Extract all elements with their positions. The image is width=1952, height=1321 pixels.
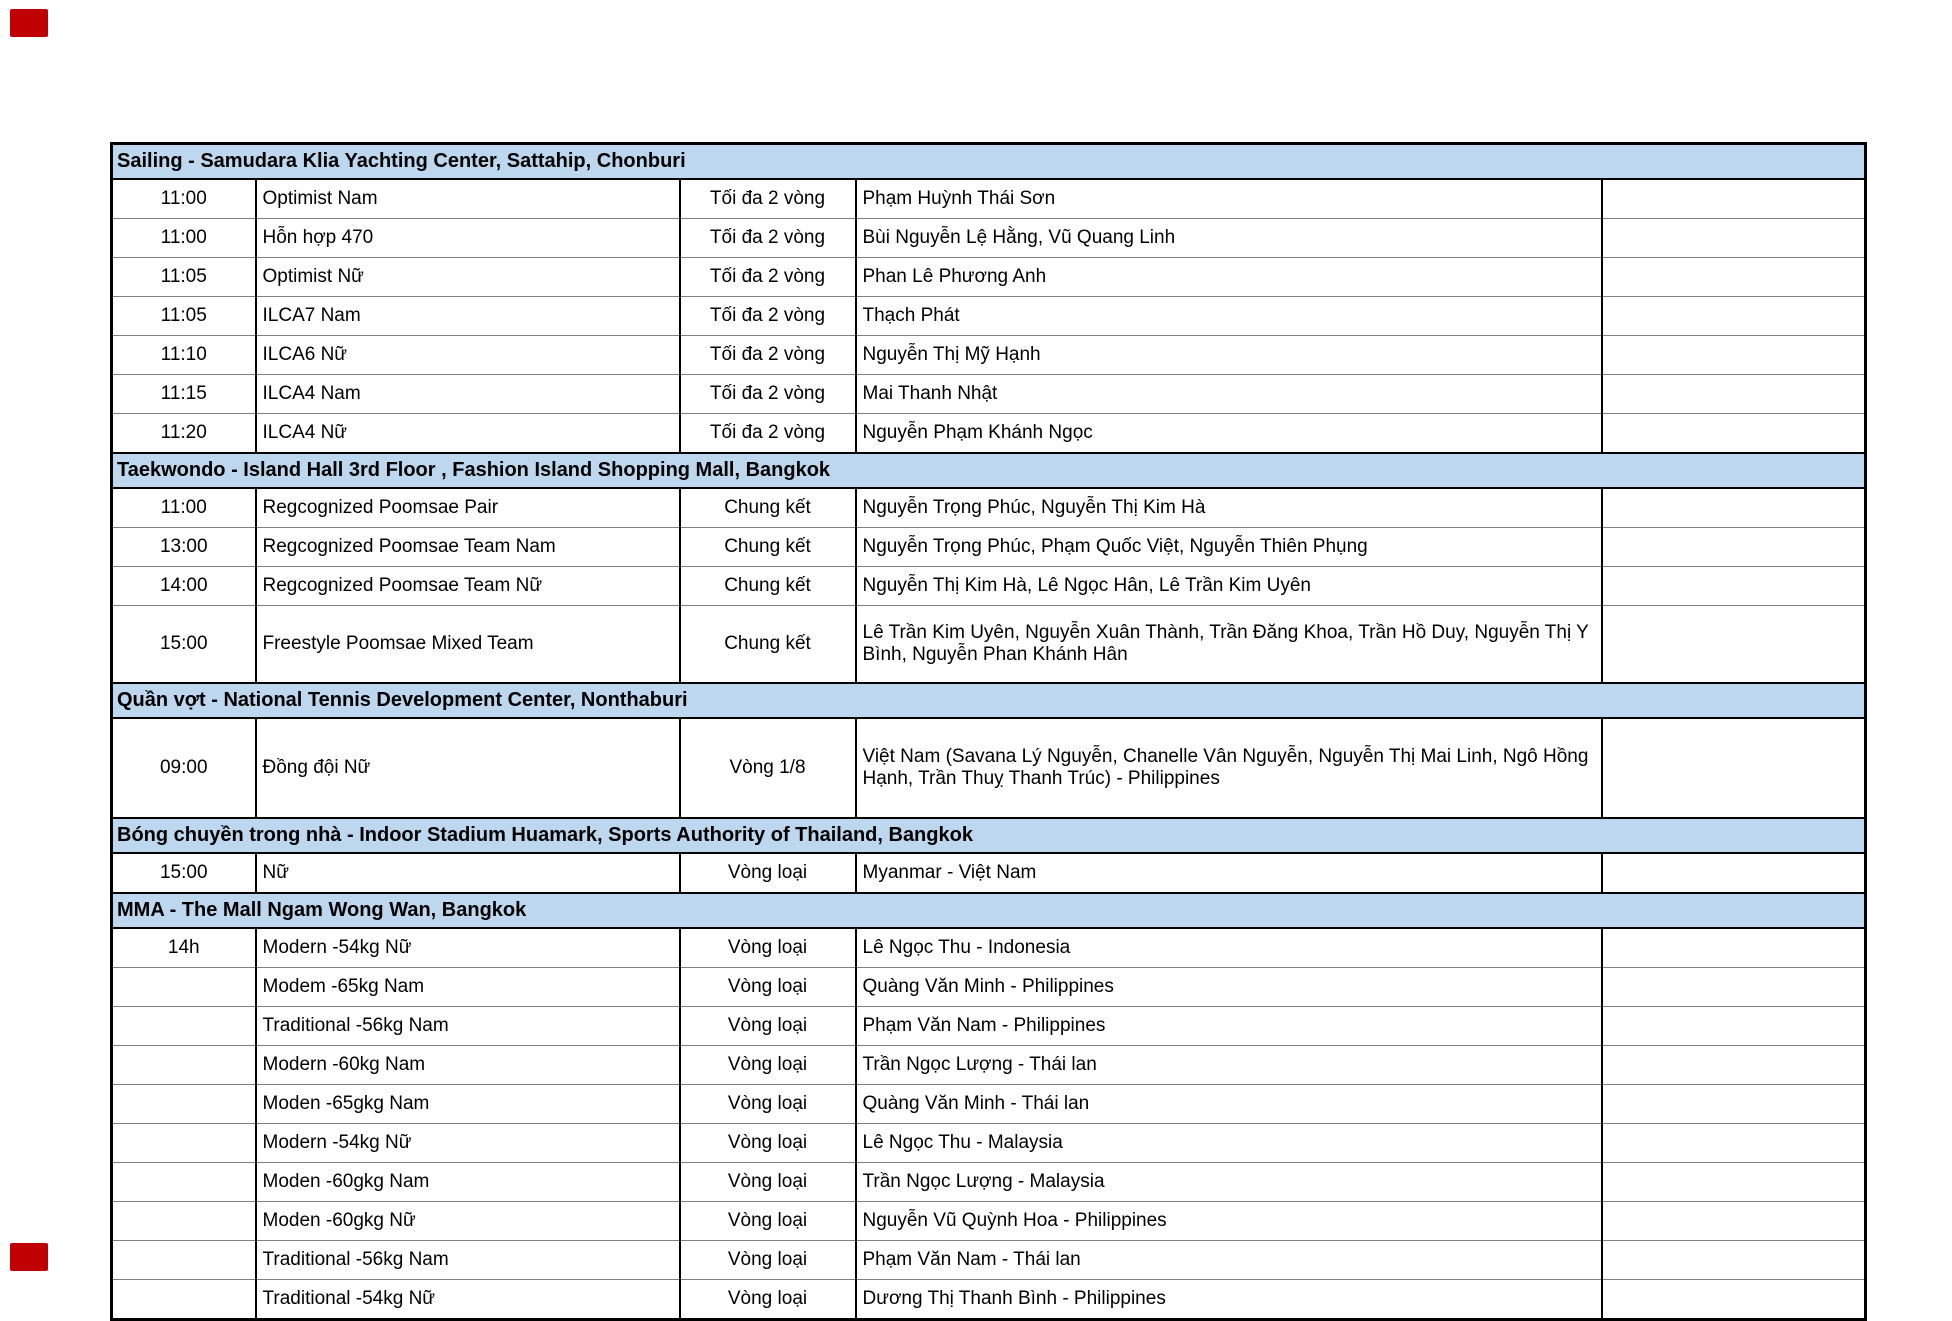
time-cell: 11:00 bbox=[112, 219, 256, 258]
table-row bbox=[112, 1046, 1866, 1085]
round-cell: Vòng loại bbox=[680, 928, 856, 968]
section-title: MMA - The Mall Ngam Wong Wan, Bangkok bbox=[112, 893, 1866, 928]
round-cell: Tối đa 2 vòng bbox=[680, 297, 856, 336]
event-cell: Nữ bbox=[256, 853, 680, 893]
table-row bbox=[112, 1280, 1866, 1320]
empty-cell bbox=[1602, 1163, 1866, 1202]
participants-cell: Nguyễn Thị Kim Hà, Lê Ngọc Hân, Lê Trần Kim Uyên bbox=[856, 567, 1602, 606]
time-cell: 11:00 bbox=[112, 488, 256, 528]
round-cell: Vòng loại bbox=[680, 853, 856, 893]
round-cell: Vòng loại bbox=[680, 1085, 856, 1124]
round-cell: Tối đa 2 vòng bbox=[680, 336, 856, 375]
table-row bbox=[112, 968, 1866, 1007]
participants-cell: Trần Ngọc Lượng - Thái lan bbox=[856, 1046, 1602, 1085]
participants-cell: Phạm Văn Nam - Thái lan bbox=[856, 1241, 1602, 1280]
event-cell: Modem -65kg Nam bbox=[256, 968, 680, 1007]
round-cell: Vòng loại bbox=[680, 1202, 856, 1241]
section-header-row bbox=[112, 453, 1866, 488]
table-row bbox=[112, 179, 1866, 219]
round-cell: Chung kết bbox=[680, 488, 856, 528]
round-cell: Vòng loại bbox=[680, 1163, 856, 1202]
time-cell bbox=[112, 1085, 256, 1124]
table-row bbox=[112, 718, 1866, 818]
empty-cell bbox=[1602, 567, 1866, 606]
empty-cell bbox=[1602, 336, 1866, 375]
time-cell: 11:05 bbox=[112, 297, 256, 336]
event-cell: Freestyle Poomsae Mixed Team bbox=[256, 606, 680, 684]
empty-cell bbox=[1602, 488, 1866, 528]
time-cell: 14h bbox=[112, 928, 256, 968]
section-title: Sailing - Samudara Klia Yachting Center, Sattahip, Chonburi bbox=[112, 144, 1866, 180]
schedule-table bbox=[110, 142, 1867, 1321]
participants-cell: Nguyễn Thị Mỹ Hạnh bbox=[856, 336, 1602, 375]
event-cell: Optimist Nữ bbox=[256, 258, 680, 297]
time-cell bbox=[112, 1124, 256, 1163]
participants-cell: Mai Thanh Nhật bbox=[856, 375, 1602, 414]
empty-cell bbox=[1602, 414, 1866, 454]
event-cell: Modern -54kg Nữ bbox=[256, 1124, 680, 1163]
time-cell bbox=[112, 1163, 256, 1202]
section-header-row bbox=[112, 893, 1866, 928]
empty-cell bbox=[1602, 718, 1866, 818]
empty-cell bbox=[1602, 1085, 1866, 1124]
time-cell bbox=[112, 1202, 256, 1241]
schedule-table-body bbox=[112, 144, 1866, 1320]
round-cell: Vòng 1/8 bbox=[680, 718, 856, 818]
round-cell: Tối đa 2 vòng bbox=[680, 219, 856, 258]
empty-cell bbox=[1602, 928, 1866, 968]
section-header-row bbox=[112, 144, 1866, 180]
round-cell: Vòng loại bbox=[680, 1280, 856, 1320]
table-row bbox=[112, 528, 1866, 567]
time-cell: 14:00 bbox=[112, 567, 256, 606]
table-row bbox=[112, 488, 1866, 528]
participants-cell: Nguyễn Phạm Khánh Ngọc bbox=[856, 414, 1602, 454]
empty-cell bbox=[1602, 1280, 1866, 1320]
table-row bbox=[112, 1163, 1866, 1202]
round-cell: Tối đa 2 vòng bbox=[680, 375, 856, 414]
table-row bbox=[112, 853, 1866, 893]
event-cell: Moden -60gkg Nữ bbox=[256, 1202, 680, 1241]
table-row bbox=[112, 219, 1866, 258]
empty-cell bbox=[1602, 1124, 1866, 1163]
time-cell bbox=[112, 1280, 256, 1320]
participants-cell: Phan Lê Phương Anh bbox=[856, 258, 1602, 297]
section-header-row bbox=[112, 683, 1866, 718]
section-title: Taekwondo - Island Hall 3rd Floor , Fashion Island Shopping Mall, Bangkok bbox=[112, 453, 1866, 488]
empty-cell bbox=[1602, 1007, 1866, 1046]
empty-cell bbox=[1602, 606, 1866, 684]
time-cell: 15:00 bbox=[112, 606, 256, 684]
event-cell: Regcognized Poomsae Team Nam bbox=[256, 528, 680, 567]
participants-cell: Trần Ngọc Lượng - Malaysia bbox=[856, 1163, 1602, 1202]
round-cell: Vòng loại bbox=[680, 1007, 856, 1046]
participants-cell: Lê Ngọc Thu - Indonesia bbox=[856, 928, 1602, 968]
table-row bbox=[112, 297, 1866, 336]
time-cell bbox=[112, 1007, 256, 1046]
participants-cell: Quàng Văn Minh - Philippines bbox=[856, 968, 1602, 1007]
round-cell: Vòng loại bbox=[680, 968, 856, 1007]
event-cell: Traditional -56kg Nam bbox=[256, 1007, 680, 1046]
time-cell: 11:10 bbox=[112, 336, 256, 375]
event-cell: ILCA7 Nam bbox=[256, 297, 680, 336]
table-row bbox=[112, 928, 1866, 968]
table-row bbox=[112, 414, 1866, 454]
participants-cell: Nguyễn Vũ Quỳnh Hoa - Philippines bbox=[856, 1202, 1602, 1241]
time-cell bbox=[112, 1241, 256, 1280]
event-cell: ILCA6 Nữ bbox=[256, 336, 680, 375]
event-cell: Modern -54kg Nữ bbox=[256, 928, 680, 968]
empty-cell bbox=[1602, 297, 1866, 336]
time-cell: 11:00 bbox=[112, 179, 256, 219]
table-row bbox=[112, 1202, 1866, 1241]
time-cell: 11:15 bbox=[112, 375, 256, 414]
round-cell: Chung kết bbox=[680, 567, 856, 606]
empty-cell bbox=[1602, 179, 1866, 219]
time-cell bbox=[112, 968, 256, 1007]
empty-cell bbox=[1602, 528, 1866, 567]
table-row bbox=[112, 336, 1866, 375]
participants-cell: Nguyễn Trọng Phúc, Nguyễn Thị Kim Hà bbox=[856, 488, 1602, 528]
table-row bbox=[112, 375, 1866, 414]
section-title: Bóng chuyền trong nhà - Indoor Stadium Huamark, Sports Authority of Thailand, Bangkok bbox=[112, 818, 1866, 853]
participants-cell: Dương Thị Thanh Bình - Philippines bbox=[856, 1280, 1602, 1320]
table-row bbox=[112, 606, 1866, 684]
time-cell: 13:00 bbox=[112, 528, 256, 567]
section-title: Quần vợt - National Tennis Development Center, Nonthaburi bbox=[112, 683, 1866, 718]
round-cell: Tối đa 2 vòng bbox=[680, 258, 856, 297]
participants-cell: Thạch Phát bbox=[856, 297, 1602, 336]
empty-cell bbox=[1602, 258, 1866, 297]
participants-cell: Bùi Nguyễn Lệ Hằng, Vũ Quang Linh bbox=[856, 219, 1602, 258]
red-marker-bottom-left bbox=[10, 1243, 48, 1271]
event-cell: Traditional -54kg Nữ bbox=[256, 1280, 680, 1320]
table-row bbox=[112, 1124, 1866, 1163]
time-cell: 09:00 bbox=[112, 718, 256, 818]
round-cell: Chung kết bbox=[680, 528, 856, 567]
round-cell: Tối đa 2 vòng bbox=[680, 414, 856, 454]
empty-cell bbox=[1602, 853, 1866, 893]
event-cell: Hỗn hợp 470 bbox=[256, 219, 680, 258]
time-cell bbox=[112, 1046, 256, 1085]
section-header-row bbox=[112, 818, 1866, 853]
participants-cell: Lê Trần Kim Uyên, Nguyễn Xuân Thành, Trần Đăng Khoa, Trần Hồ Duy, Nguyễn Thị Y Bình, Nguyễn Phan Khánh Hân bbox=[856, 606, 1602, 684]
event-cell: Traditional -56kg Nam bbox=[256, 1241, 680, 1280]
participants-cell: Lê Ngọc Thu - Malaysia bbox=[856, 1124, 1602, 1163]
round-cell: Chung kết bbox=[680, 606, 856, 684]
event-cell: Regcognized Poomsae Pair bbox=[256, 488, 680, 528]
round-cell: Vòng loại bbox=[680, 1241, 856, 1280]
table-row bbox=[112, 258, 1866, 297]
empty-cell bbox=[1602, 1241, 1866, 1280]
empty-cell bbox=[1602, 1202, 1866, 1241]
event-cell: ILCA4 Nam bbox=[256, 375, 680, 414]
empty-cell bbox=[1602, 1046, 1866, 1085]
event-cell: ILCA4 Nữ bbox=[256, 414, 680, 454]
round-cell: Tối đa 2 vòng bbox=[680, 179, 856, 219]
event-cell: Đồng đội Nữ bbox=[256, 718, 680, 818]
event-cell: Moden -65gkg Nam bbox=[256, 1085, 680, 1124]
table-row bbox=[112, 1007, 1866, 1046]
participants-cell: Phạm Huỳnh Thái Sơn bbox=[856, 179, 1602, 219]
empty-cell bbox=[1602, 375, 1866, 414]
participants-cell: Quàng Văn Minh - Thái lan bbox=[856, 1085, 1602, 1124]
participants-cell: Việt Nam (Savana Lý Nguyễn, Chanelle Vân Nguyễn, Nguyễn Thị Mai Linh, Ngô Hồng Hạnh, Trần Thuỵ Thanh Trúc) - Philippines bbox=[856, 718, 1602, 818]
participants-cell: Myanmar - Việt Nam bbox=[856, 853, 1602, 893]
table-row bbox=[112, 1085, 1866, 1124]
empty-cell bbox=[1602, 968, 1866, 1007]
empty-cell bbox=[1602, 219, 1866, 258]
event-cell: Regcognized Poomsae Team Nữ bbox=[256, 567, 680, 606]
event-cell: Moden -60gkg Nam bbox=[256, 1163, 680, 1202]
table-row bbox=[112, 567, 1866, 606]
red-marker-top-left bbox=[10, 9, 48, 37]
table-row bbox=[112, 1241, 1866, 1280]
event-cell: Modern -60kg Nam bbox=[256, 1046, 680, 1085]
round-cell: Vòng loại bbox=[680, 1046, 856, 1085]
round-cell: Vòng loại bbox=[680, 1124, 856, 1163]
participants-cell: Phạm Văn Nam - Philippines bbox=[856, 1007, 1602, 1046]
time-cell: 11:05 bbox=[112, 258, 256, 297]
time-cell: 11:20 bbox=[112, 414, 256, 454]
event-cell: Optimist Nam bbox=[256, 179, 680, 219]
time-cell: 15:00 bbox=[112, 853, 256, 893]
participants-cell: Nguyễn Trọng Phúc, Phạm Quốc Việt, Nguyễn Thiên Phụng bbox=[856, 528, 1602, 567]
